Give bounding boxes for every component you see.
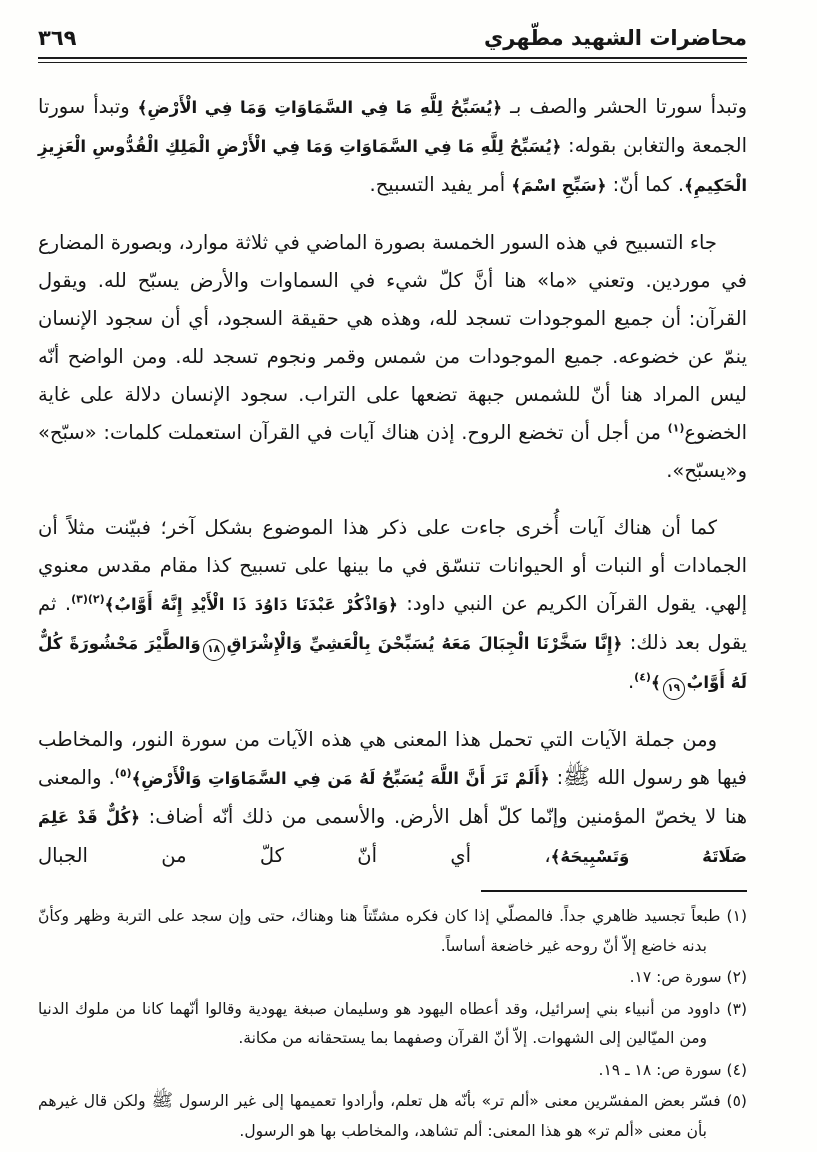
quran-quote: ﴿أَلَمْ تَرَ أَنَّ اللَّهَ يُسَبِّحُ لَهُ مَن فِي السَّمَاوَاتِ وَالْأَرْضِ﴾ — [131, 769, 550, 788]
page-number: ٣٦٩ — [38, 26, 77, 50]
quran-quote: وَالطَّيْرَ مَحْشُورَةً كُلٌّ لَهُ أَوَّابٌ — [38, 634, 747, 692]
ayah-number: ١٩ — [663, 678, 685, 700]
text-run: فسّر بعض المفسّرين معنى «ألم تر» بأنّه هل تعلم، وأرادوا تعميمها إلى غير الرسول — [173, 1092, 721, 1110]
footnote — [38, 995, 747, 1054]
text-run: ولكن قال غيرهم بأن معنى «ألم تر» هو هذا المعنى: ألم تشاهد، والمخاطب بها هو الرسول. — [38, 1092, 707, 1140]
text-run: . كما أنّ: — [606, 173, 685, 196]
prophet-honorific: ﷺ — [151, 1090, 174, 1111]
ayah-number: ١٨ — [203, 639, 225, 661]
footnote-list — [38, 902, 747, 1146]
quran-quote: ﴿يُسَبِّحُ لِلَّهِ مَا فِي السَّمَاوَاتِ وَمَا فِي الْأَرْضِ الْمَلِكِ الْقُدُّوسِ الْعَزِيزِ الْحَكِيمِ﴾ — [38, 137, 747, 195]
footnote — [38, 1056, 747, 1086]
paragraph — [38, 88, 747, 205]
footnote — [38, 1087, 747, 1146]
text-run: : — [549, 766, 564, 789]
body-text — [38, 88, 747, 876]
text-run: ، أي أنّ كلّ من الجبال — [38, 844, 551, 867]
text-run: ومن جملة الآيات التي تحمل هذا المعنى هي هذه الآيات من سورة النور، والمخاطب فيها هو رسول الله — [38, 728, 747, 789]
text-run: داوود من أنبياء بني إسرائيل، وقد أعطاه اليهود هو وسليمان صبغة يهودية وقالوا أنّهما كانا من ملوك الدنيا ومن الميّالين إلى الشهوات. إلاّ أنّ القرآن وصفهما بما يستحقانه من مكانة. — [38, 999, 721, 1047]
quran-quote: ﴿كُلٌّ قَدْ عَلِمَ صَلَاتَهُ وَتَسْبِيحَهُ﴾ — [38, 808, 747, 866]
footnote-ref: (٢)(٣) — [71, 592, 105, 606]
header-rule — [38, 57, 747, 63]
text-run: طبعاً تجسيد ظاهري جداً. فالمصلّي إذا كان فكره مشتّتاً هنا وهناك، حتى وإن سجد على التربة وظهر وكأنّ بدنه خاضع إلاّ أنّ روحه غير خاضعة أساساً. — [38, 907, 721, 955]
footnote-number: (٢) — [721, 968, 747, 986]
page-header — [38, 26, 747, 50]
footnote-ref: (٤) — [634, 670, 651, 684]
footnote-number: (١) — [720, 907, 747, 925]
footnote-number: (٣) — [720, 999, 747, 1018]
quran-quote: ﴿إِنَّا سَخَّرْنَا الْجِبَالَ مَعَهُ يُسَبِّحْنَ بِالْعَشِيِّ وَالْإِشْرَاقِ — [226, 634, 623, 653]
text-run: وتبدأ سورتا الجمعة والتغابن بقوله: — [38, 95, 748, 157]
paragraph — [38, 721, 747, 876]
footnote-ref: (٥) — [114, 766, 132, 780]
quran-quote: ﴿يُسَبِّحُ لِلَّهِ مَا فِي السَّمَاوَاتِ وَمَا فِي الْأَرْضِ﴾ — [137, 98, 503, 117]
text-run: . — [627, 670, 635, 693]
footnote-number: (٥) — [720, 1092, 747, 1110]
footnote — [38, 902, 747, 961]
text-run: سورة ص: ١٧. — [629, 968, 722, 986]
text-run: أمر يفيد التسبيح. — [369, 173, 512, 196]
paragraph — [38, 224, 747, 490]
quran-quote: ﴿سَبِّحِ اسْمَ﴾ — [511, 176, 607, 195]
text-run: جاء التسبيح في هذه السور الخمسة بصورة الماضي في ثلاثة موارد، وبصورة المضارع في موردين. وتعني «ما» هنا أنَّ كلّ شيء في السماوات والأرض يسبّح لله. ويقول القرآن: أن جميع الموجودات تسجد لله، وهذه هي حقيقة السجود، أي أن سجود الإنسان ينمّ عن خضوعه. جميع الموجودات من شمس وقمر ونجوم تسجد لله. ومن الواضح أنّه ليس المراد هنا أنّ للشمس جبهة تضعها على التراب. سجود الإنسان دلالة على غاية الخضوع — [38, 231, 747, 444]
footnote — [38, 963, 747, 993]
footnote-separator — [481, 890, 747, 892]
text-run: وتبدأ سورتا الحشر والصف بـ — [502, 95, 748, 118]
quran-quote: ﴾ — [650, 673, 661, 692]
footnote-ref: (١) — [667, 421, 685, 435]
text-run: . ثم يقول بعد ذلك: — [38, 592, 748, 654]
paragraph — [38, 509, 747, 702]
text-run: سورة ص: ١٨ ـ ١٩. — [598, 1060, 722, 1079]
page-title: محاضرات الشهيد مطّهري — [484, 26, 747, 50]
text-run: . والمعنى هنا لا يخصّ المؤمنين وإنّما كلّ أهل الأرض. والأسمى من ذلك أنّه أضاف: — [38, 766, 747, 828]
prophet-honorific: ﷺ — [563, 764, 591, 790]
quran-quote: ﴿وَاذْكُرْ عَبْدَنَا دَاوُدَ ذَا الْأَيْدِ إِنَّهُ أَوَّابٌ﴾ — [104, 595, 398, 614]
text-run: كما أن هناك آيات أُخرى جاءت على ذكر هذا الموضوع بشكل آخر؛ فبيّنت مثلاً أن الجمادات أو النبات أو الحيوانات تنسّق في ما بينها على تسبيح كذا مقام مقدس معنوي إلهي. يقول القرآن الكريم عن النبي داود: — [38, 516, 747, 615]
footnote-number: (٤) — [721, 1060, 747, 1079]
text-run: من أجل أن تخضع الروح. إذن هناك آيات في القرآن استعملت كلمات: «سبّح» و«يسبّح». — [38, 421, 747, 482]
